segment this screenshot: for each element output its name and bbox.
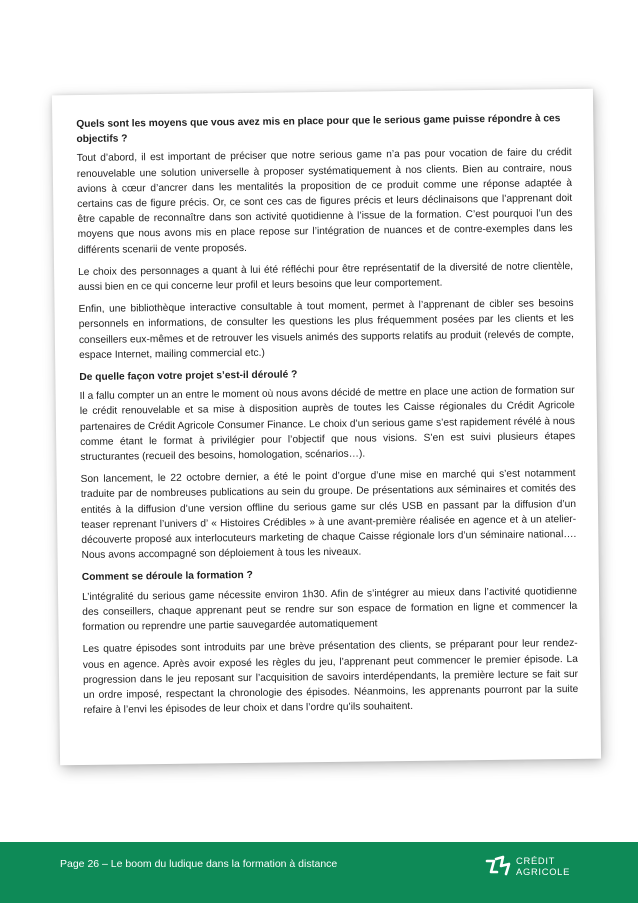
- page-footer: [0, 842, 638, 903]
- paragraph: Enfin, une bibliothèque interactive consultable à tout moment, permet à l’apprenant de cibler ses besoins personnels en informations, de consulter les questions les plus fréquemment posées par les clients et les conseillers eux-mêmes et de retrouver les visuels animés des supports relatifs au produit (relevés de compte, espace Internet, mailing commercial etc.): [78, 298, 574, 361]
- logo-wordmark: [516, 855, 570, 877]
- paragraph: Il a fallu compter un an entre le moment où nous avons décidé de mettre en place une action de formation sur le crédit renouvelable et sa mise à disposition auprès de toutes les Caisse régionales du Crédit Agricole partenaires de Crédit Agricole Consumer Finance. Le choix d’un serious game s’est rapidement révélé à nous comme étant le format à privilégier pour l’objectif que nous visions. S’en est suivi plusieurs étapes structurantes (recueil des besoins, homologation, scénarios…).: [79, 385, 576, 464]
- paragraph: L’intégralité du serious game nécessite environ 1h30. Afin de s’intégrer au mieux dans l’activité quotidienne des conseillers, chaque apprenant peut se rendre sur son espace de formation en ligne et commencer la formation ou reprendre une partie sauvegardée automatiquement: [81, 585, 578, 634]
- question-heading: Comment se déroule la formation ?: [81, 570, 253, 584]
- credit-agricole-logo-icon: [484, 855, 512, 877]
- logo-line-agricole: AGRICOLE: [516, 866, 571, 877]
- logo-line-credit: CRÉDIT: [516, 855, 556, 866]
- paragraph: Les quatre épisodes sont introduits par une brève présentation des clients, se préparant pour leur rendez-vous en agence. Après avoir exposé les règles du jeu, l’apprenant peut commencer le premier épisode. La progression dans le jeu reposant sur l’acquisition de savoirs interdépendants, la première lecture se fait sur un ordre imposé, respectant la chronologie des épisodes. Néanmoins, les apprenants pourront par la suite refaire à l’envi les épisodes de leur choix et dans l’ordre qu’ils souhaitent.: [82, 638, 579, 717]
- paragraph: Tout d’abord, il est important de préciser que notre serious game n’a pas pour vocation de faire du crédit renouvelable une solution universelle à proposer systématiquement à nos clients. Bien au contraire, nous avions à cœur d’ancrer dans les mentalités la proposition de ce produit comme une réponse adaptée à certains cas de figure précis. Or, ce sont ces cas de figures précis et leurs déclinaisons que l’apprenant doit être capable de reconnaître dans son activité quotidienne à l’issue de la formation. C’est pourquoi l’un des moyens que nous avons mis en place repose sur l’intégration de nuances et de contre-exemples dans les différents scenarii de vente proposés.: [76, 147, 573, 256]
- paragraph: Le choix des personnages a quant à lui été réfléchi pour être représentatif de la diversité de notre clientèle, aussi bien en ce qui concerne leur profil et leurs besoins que leur comportement.: [78, 260, 574, 294]
- credit-agricole-logo: [484, 853, 604, 883]
- question-heading: De quelle façon votre projet s’est-il déroulé ?: [79, 369, 298, 384]
- page-number-label: Page 26 – Le boom du ludique dans la formation à distance: [60, 858, 338, 870]
- question-heading: Quels sont les moyens que vous avez mis en place pour que le serious game puisse répondre à ces objectifs ?: [76, 113, 561, 146]
- article-content: [76, 111, 578, 718]
- article-card: [52, 89, 601, 766]
- paragraph: Son lancement, le 22 octobre dernier, a été le point d’orgue d’une mise en marché qui s’est notamment traduite par de nombreuses publications au sein du groupe. De présentations aux séminaires et comités des entités à la diffusion d’une version offline du serious game sur clés USB en passant par la diffusion d’un teaser reprenant l’univers d’ « Histoires Crédibles » à une avant-première réalisée en agence et à un atelier-découverte proposé aux interlocuteurs marketing de chaque Caisse régionale lors d’un séminaire national…. Nous avons accompagné son déploiement à tous les niveaux.: [80, 468, 577, 562]
